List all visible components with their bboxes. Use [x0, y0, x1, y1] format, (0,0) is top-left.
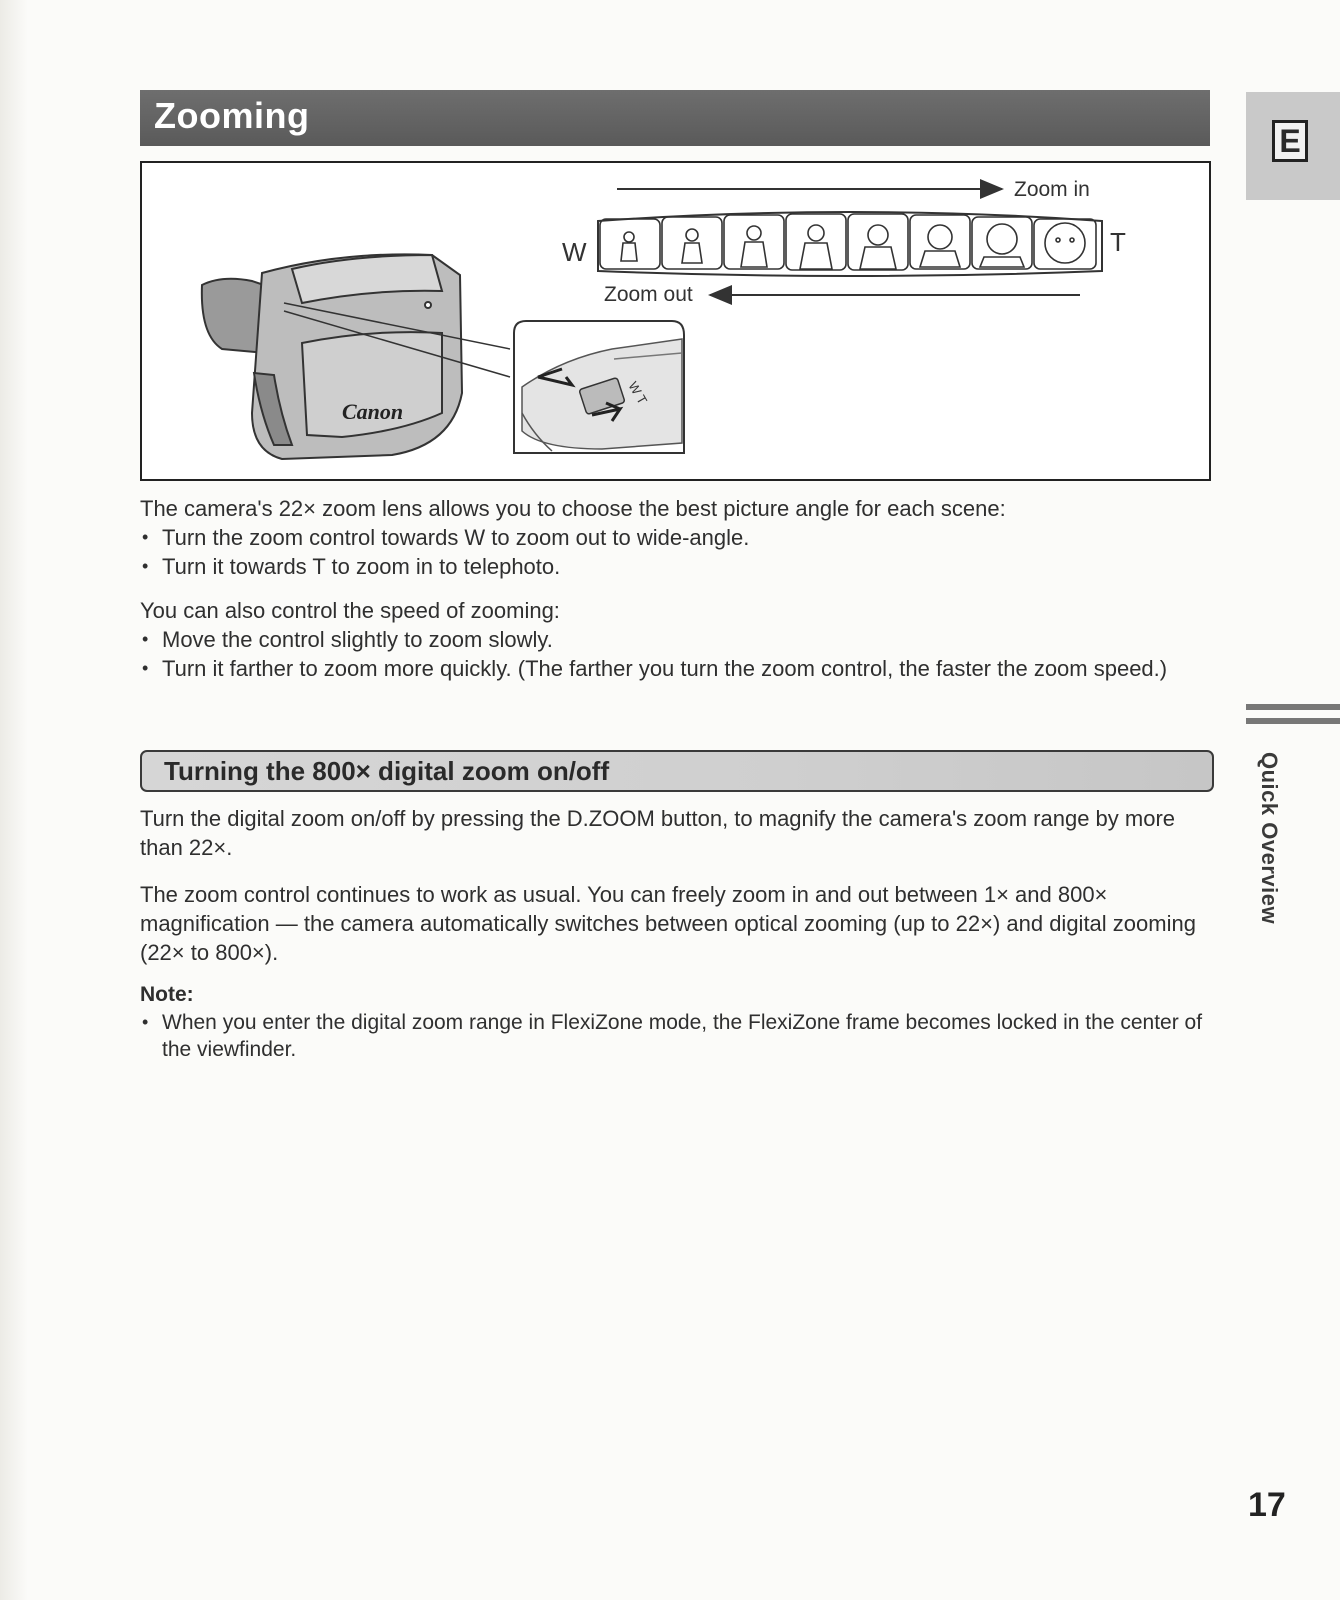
zoom-illustration — [140, 161, 1211, 481]
language-tab — [1246, 92, 1340, 200]
tele-label: T — [1110, 227, 1126, 257]
note-section — [140, 980, 1215, 1063]
intro-bullet-1: • Turn the zoom control towards W to zoom out to wide-angle. — [140, 523, 1215, 552]
note-title: Note: — [140, 983, 194, 1006]
wide-label: W — [562, 237, 587, 267]
zoom-out-label: Zoom out — [604, 283, 693, 306]
intro-section — [140, 494, 1215, 581]
zoom-lever-callout — [514, 321, 684, 453]
speed-section — [140, 596, 1215, 683]
lever-wt-label: W T — [625, 379, 651, 407]
speed-bullet-2: • Turn it farther to zoom more quickly. (The farther you turn the zoom control, the faster the zoom speed.) — [140, 654, 1215, 683]
intro-bullet-2: • Turn it towards T to zoom in to telephoto. — [140, 552, 1215, 581]
zoom-in-label: Zoom in — [1014, 178, 1090, 201]
speed-bullet-1: • Move the control slightly to zoom slowly. — [140, 625, 1215, 654]
digital-zoom-text-1: Turn the digital zoom on/off by pressing the D.ZOOM button, to magnify the camera's zoom range by more than 22×. — [140, 806, 1176, 860]
section-title: Zooming — [154, 95, 310, 136]
zoom-frame-strip — [598, 212, 1102, 276]
language-tab-label: E — [1272, 120, 1308, 162]
digital-zoom-heading-box — [140, 750, 1214, 792]
zoom-illustration-svg — [142, 163, 1209, 479]
speed-lead: You can also control the speed of zooming: — [140, 598, 560, 623]
digital-zoom-text-2: The zoom control continues to work as usual. You can freely zoom in and out between 1× and 800× magnification — the camera automatically switches between optical zooming (up to 22×) and digital zooming (22× to 800×). — [140, 882, 1196, 965]
digital-zoom-heading: Turning the 800× digital zoom on/off — [164, 756, 610, 786]
note-bullet-1: • When you enter the digital zoom range in FlexiZone mode, the FlexiZone frame becomes locked in the center of the viewfinder. — [140, 1009, 1215, 1063]
digital-zoom-para-1 — [140, 804, 1215, 862]
page-edge-shadow — [0, 0, 28, 1600]
side-section-label: Quick Overview — [1257, 752, 1282, 925]
camcorder-illustration — [202, 254, 462, 459]
page-number: 17 — [1248, 1486, 1286, 1524]
intro-lead: The camera's 22× zoom lens allows you to choose the best picture angle for each scene: — [140, 496, 1006, 521]
section-title-bar — [140, 90, 1210, 146]
side-tab-bars — [1246, 704, 1340, 732]
digital-zoom-para-2 — [140, 880, 1215, 967]
camera-brand-logo: Canon — [342, 399, 404, 424]
